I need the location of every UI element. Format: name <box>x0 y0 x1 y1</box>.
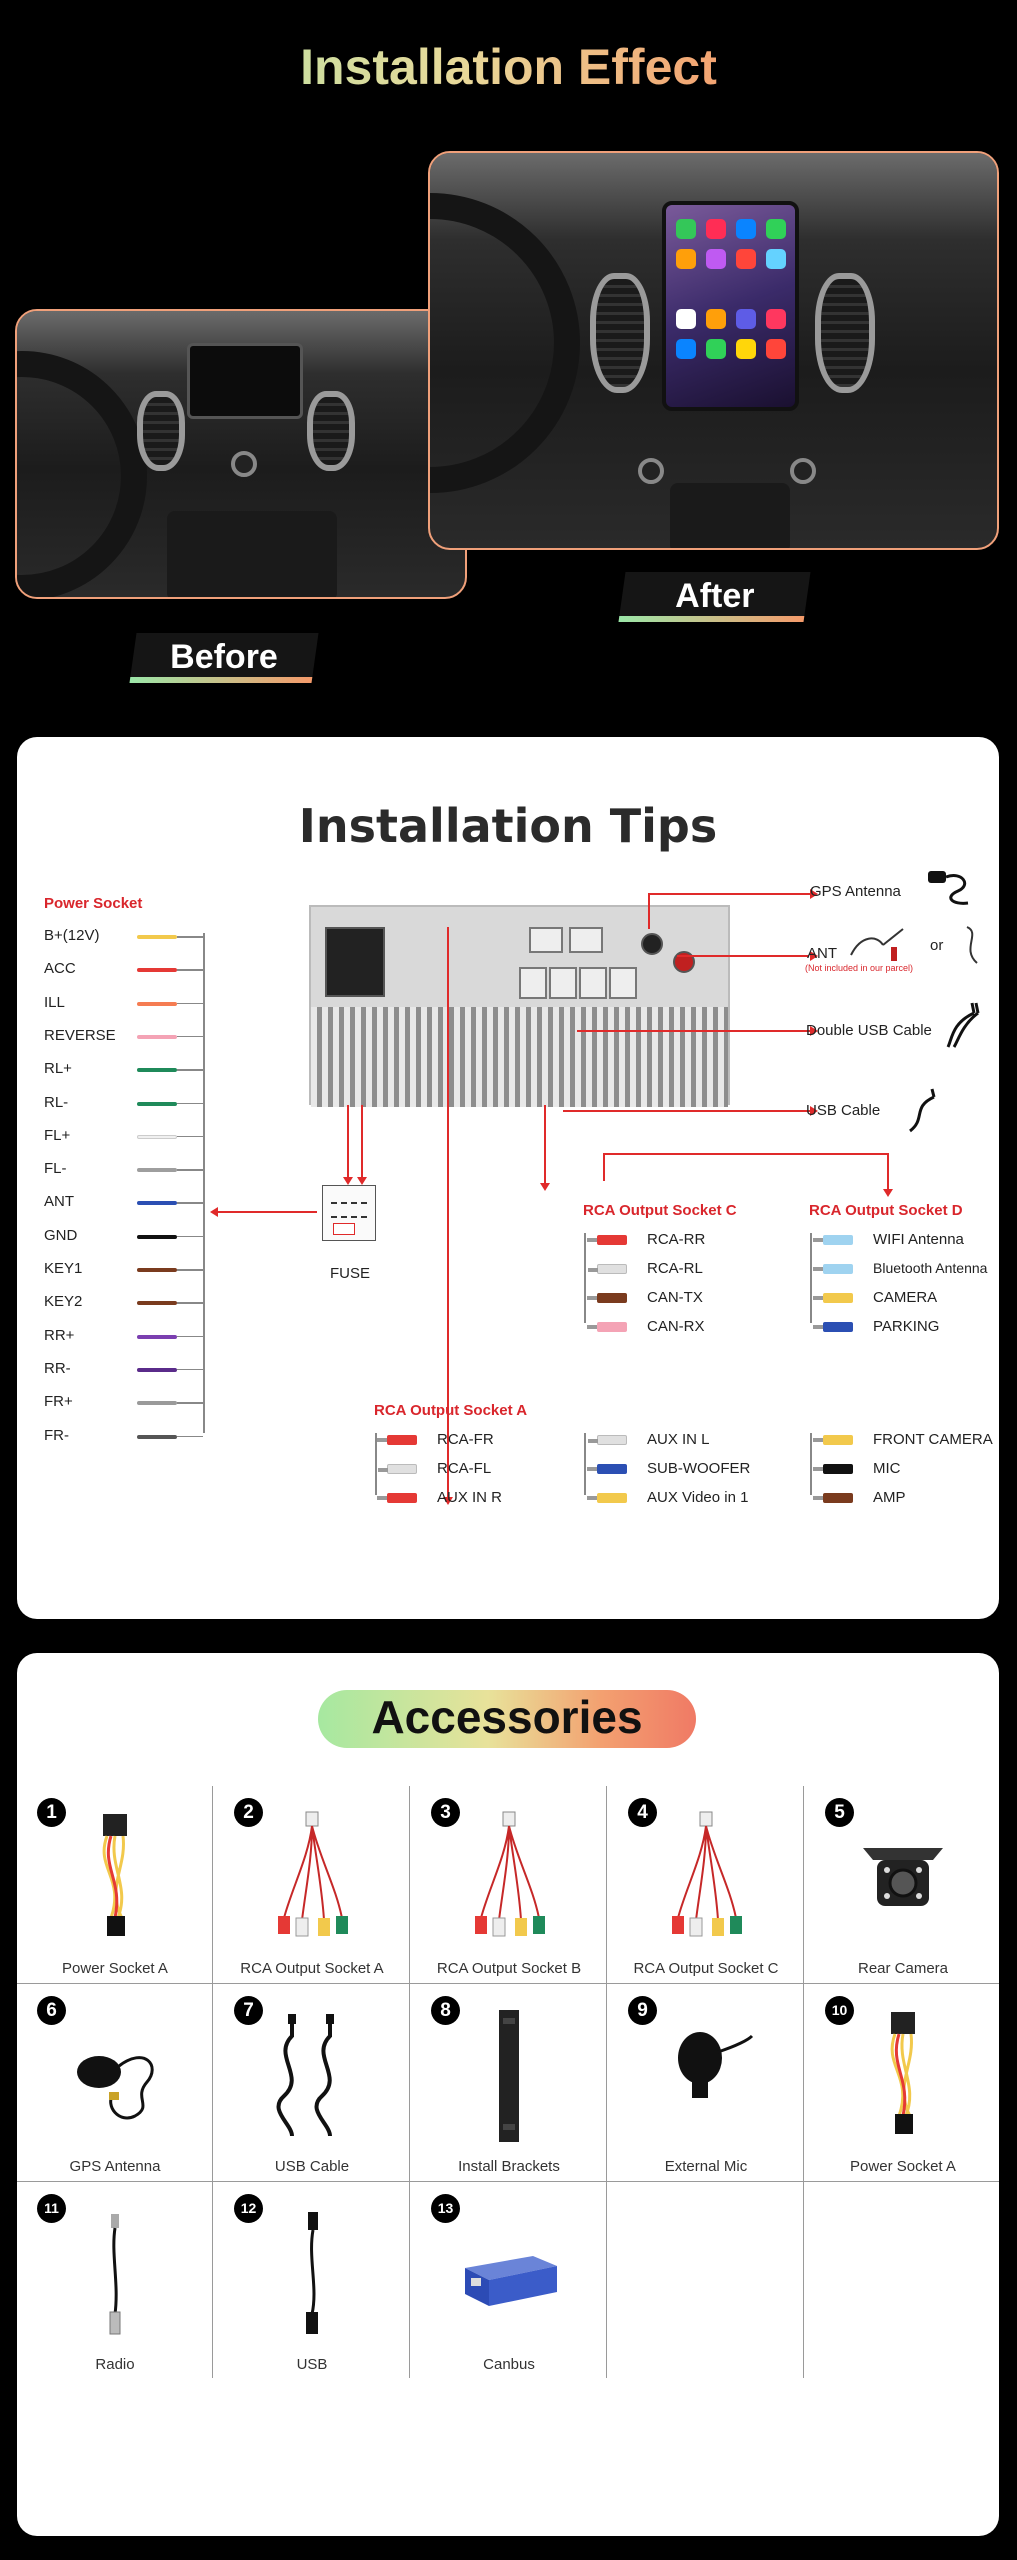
power-pin-wire <box>137 1068 177 1072</box>
power-pin-label: FL- <box>44 1160 67 1178</box>
accessory-number-badge: 11 <box>37 2194 66 2223</box>
accessory-item <box>411 1984 607 2181</box>
android-head-unit-screen <box>662 201 799 411</box>
volume-knob-icon <box>231 451 257 477</box>
accessory-number-badge: 13 <box>431 2194 460 2223</box>
power-pin-label: RR- <box>44 1359 71 1377</box>
accessory-caption: RCA Output Socket A <box>240 1960 384 1977</box>
usb-adapter-icon <box>262 2204 362 2346</box>
left-knob-icon <box>638 458 664 484</box>
power-pin-label: RL- <box>44 1093 69 1111</box>
rca-output-socket-d-heading: RCA Output Socket D <box>809 1202 963 1219</box>
right-vent-icon <box>815 273 875 393</box>
rca-item-label: AUX Video in 1 <box>647 1489 749 1506</box>
accessory-caption: RCA Output Socket B <box>436 1960 582 1977</box>
before-label: Before <box>129 633 318 683</box>
installation-effect-title: Installation Effect <box>0 38 1017 96</box>
power-pin-label: RR+ <box>44 1326 75 1344</box>
power-pin-wire <box>137 1002 177 1006</box>
rca-item-label: AMP <box>873 1489 906 1506</box>
power-pin-label: RL+ <box>44 1060 72 1078</box>
power-pin-label: B+(12V) <box>44 927 100 944</box>
left-vent-icon <box>137 391 185 471</box>
rca-plug-icon <box>597 1264 627 1274</box>
rca-plug-icon <box>387 1464 417 1474</box>
accessory-caption: RCA Output Socket C <box>633 1960 779 1977</box>
power-pin-wire <box>137 1335 177 1339</box>
accessory-item <box>17 2182 213 2379</box>
rca-item-label: MIC <box>873 1460 901 1477</box>
accessory-number-badge: 7 <box>234 1996 263 2025</box>
accessory-item <box>214 1984 410 2181</box>
after-dashboard-photo <box>428 151 999 550</box>
power-pin-wire <box>137 1301 177 1305</box>
power-pin-label: FR+ <box>44 1393 73 1411</box>
gps-antenna-icon <box>922 865 974 909</box>
rca-item-label: Bluetooth Antenna <box>873 1260 988 1276</box>
accessory-number-badge: 12 <box>234 2194 263 2223</box>
power-pin-label: GND <box>44 1226 78 1244</box>
ant-cable-icon <box>847 925 907 965</box>
ant-note: (Not included in our parcel) <box>805 963 914 973</box>
rca-plug-icon <box>597 1235 627 1245</box>
accessory-caption: External Mic <box>664 2158 748 2175</box>
power-pin-label: ANT <box>44 1193 74 1211</box>
right-knob-icon <box>790 458 816 484</box>
rca-plug-icon <box>823 1293 853 1303</box>
fuse-icon <box>333 1223 355 1235</box>
power-pin-wire <box>137 1435 177 1439</box>
power-pin-label: KEY1 <box>44 1260 83 1277</box>
accessory-caption: USB Cable <box>274 2158 350 2175</box>
accessory-caption: Rear Camera <box>857 1960 949 1977</box>
accessory-item <box>805 1984 1001 2181</box>
accessory-item <box>214 2182 410 2379</box>
power-pin-label: REVERSE <box>44 1026 116 1044</box>
right-vent-icon <box>307 391 355 471</box>
accessory-caption: GPS Antenna <box>69 2158 161 2175</box>
rca-cable-icon <box>459 1808 559 1950</box>
accessory-number-badge: 10 <box>825 1996 854 2025</box>
rca-item-label: CAMERA <box>873 1289 938 1306</box>
rca-item-label: AUX IN L <box>647 1431 710 1448</box>
accessory-number-badge: 6 <box>37 1996 66 2025</box>
ant-adapter-icon <box>957 923 987 967</box>
rca-item-label: CAN-TX <box>647 1289 703 1306</box>
rca-plug-icon <box>823 1322 853 1332</box>
rca-plug-icon <box>387 1435 417 1445</box>
usb-cable-icon <box>262 2006 362 2148</box>
double-usb-cable-icon <box>942 999 984 1051</box>
gps-antenna-icon <box>65 2006 165 2148</box>
rca-plug-icon <box>387 1493 417 1503</box>
accessory-item <box>608 1786 804 1983</box>
rca-cable-icon <box>656 1808 756 1950</box>
rca-plug-icon <box>823 1264 853 1274</box>
accessory-caption: Radio <box>95 2356 135 2373</box>
rca-item-label: RCA-RR <box>647 1231 706 1248</box>
power-pin-label: FL+ <box>44 1126 71 1144</box>
microphone-icon <box>656 2006 756 2148</box>
canbus-box-icon <box>459 2204 559 2346</box>
power-pin-wire <box>137 1268 177 1272</box>
accessories-panel <box>17 1653 999 2536</box>
installation-tips-panel <box>17 737 999 1619</box>
rca-output-socket-c-heading: RCA Output Socket C <box>583 1202 737 1219</box>
steering-wheel-icon <box>15 351 147 599</box>
rca-cable-icon <box>262 1808 362 1950</box>
fuse-label: FUSE <box>330 1265 371 1282</box>
double-usb-cable-label: Double USB Cable <box>806 1022 932 1039</box>
rca-plug-icon <box>823 1235 853 1245</box>
accessory-item <box>805 1786 1001 1983</box>
head-unit-rear-view <box>309 905 730 1105</box>
radio-adapter-icon <box>65 2204 165 2346</box>
accessory-number-badge: 1 <box>37 1798 66 1827</box>
rca-plug-icon <box>597 1464 627 1474</box>
accessory-item <box>17 1786 213 1983</box>
power-pin-label: FR- <box>44 1426 69 1444</box>
gps-port-icon <box>641 933 663 955</box>
left-vent-icon <box>590 273 650 393</box>
accessory-number-badge: 2 <box>234 1798 263 1827</box>
rca-item-label: RCA-FR <box>437 1431 494 1448</box>
accessory-item <box>17 1984 213 2181</box>
accessory-item <box>411 1786 607 1983</box>
accessory-item <box>214 1786 410 1983</box>
stock-screen <box>187 343 303 419</box>
rca-plug-icon <box>597 1435 627 1445</box>
accessory-item <box>411 2182 607 2379</box>
rca-plug-icon <box>823 1435 853 1445</box>
after-label: After <box>618 572 810 622</box>
power-pin-label: ACC <box>44 960 76 978</box>
rca-item-label: WIFI Antenna <box>873 1231 964 1248</box>
power-connector <box>325 927 385 997</box>
power-socket-heading: Power Socket <box>44 895 143 912</box>
accessory-caption: Power Socket A <box>62 1960 168 1977</box>
rca-item-label: CAN-RX <box>647 1318 705 1335</box>
rca-plug-icon <box>597 1293 627 1303</box>
rca-item-label: RCA-RL <box>647 1260 703 1277</box>
rca-item-label: FRONT CAMERA <box>873 1431 993 1448</box>
camera-icon <box>853 1808 953 1950</box>
accessory-caption: USB <box>296 2356 328 2373</box>
wire-harness-icon <box>65 1808 165 1950</box>
rca-output-socket-a-heading: RCA Output Socket A <box>374 1402 528 1419</box>
accessory-caption: Power Socket A <box>850 2158 956 2175</box>
rca-item-label: RCA-FL <box>437 1460 492 1477</box>
power-pin-wire <box>137 1401 177 1405</box>
power-pin-wire <box>137 968 177 972</box>
installation-tips-title: Installation Tips <box>298 799 718 853</box>
power-pin-wire <box>137 1168 177 1172</box>
accessory-item <box>608 1984 804 2181</box>
power-pin-wire <box>137 1035 177 1039</box>
power-pin-wire <box>137 1368 177 1372</box>
before-dashboard-photo <box>15 309 467 599</box>
ant-or-label: or <box>930 937 944 954</box>
accessory-number-badge: 8 <box>431 1996 460 2025</box>
rca-plug-icon <box>823 1493 853 1503</box>
power-pin-wire <box>137 935 177 939</box>
accessories-grid <box>17 1786 999 2378</box>
rca-item-label: SUB-WOOFER <box>647 1460 751 1477</box>
gps-antenna-label: GPS Antenna <box>810 883 901 900</box>
accessory-caption: Canbus <box>483 2356 535 2373</box>
accessory-number-badge: 4 <box>628 1798 657 1827</box>
rca-plug-icon <box>823 1464 853 1474</box>
power-pin-wire <box>137 1235 177 1239</box>
accessories-title: Accessories <box>318 1690 696 1748</box>
wire-harness-icon <box>853 2006 953 2148</box>
power-pin-label: ILL <box>44 993 65 1011</box>
accessory-number-badge: 9 <box>628 1996 657 2025</box>
power-pin-wire <box>137 1201 177 1205</box>
usb-cable-icon <box>902 1085 942 1135</box>
power-socket-bracket <box>203 933 205 1433</box>
power-pin-wire <box>137 1135 177 1139</box>
accessory-number-badge: 5 <box>825 1798 854 1827</box>
accessory-number-badge: 3 <box>431 1798 460 1827</box>
rca-item-label: AUX IN R <box>437 1489 503 1506</box>
power-pin-wire <box>137 1102 177 1106</box>
ant-label: ANT <box>807 945 837 962</box>
power-pin-label: KEY2 <box>44 1293 83 1311</box>
accessory-caption: Install Brackets <box>458 2158 560 2175</box>
rca-item-label: PARKING <box>873 1318 940 1335</box>
bracket-icon <box>459 2006 559 2148</box>
usb-cable-label: USB Cable <box>806 1102 881 1119</box>
rca-plug-icon <box>597 1322 627 1332</box>
rca-plug-icon <box>597 1493 627 1503</box>
